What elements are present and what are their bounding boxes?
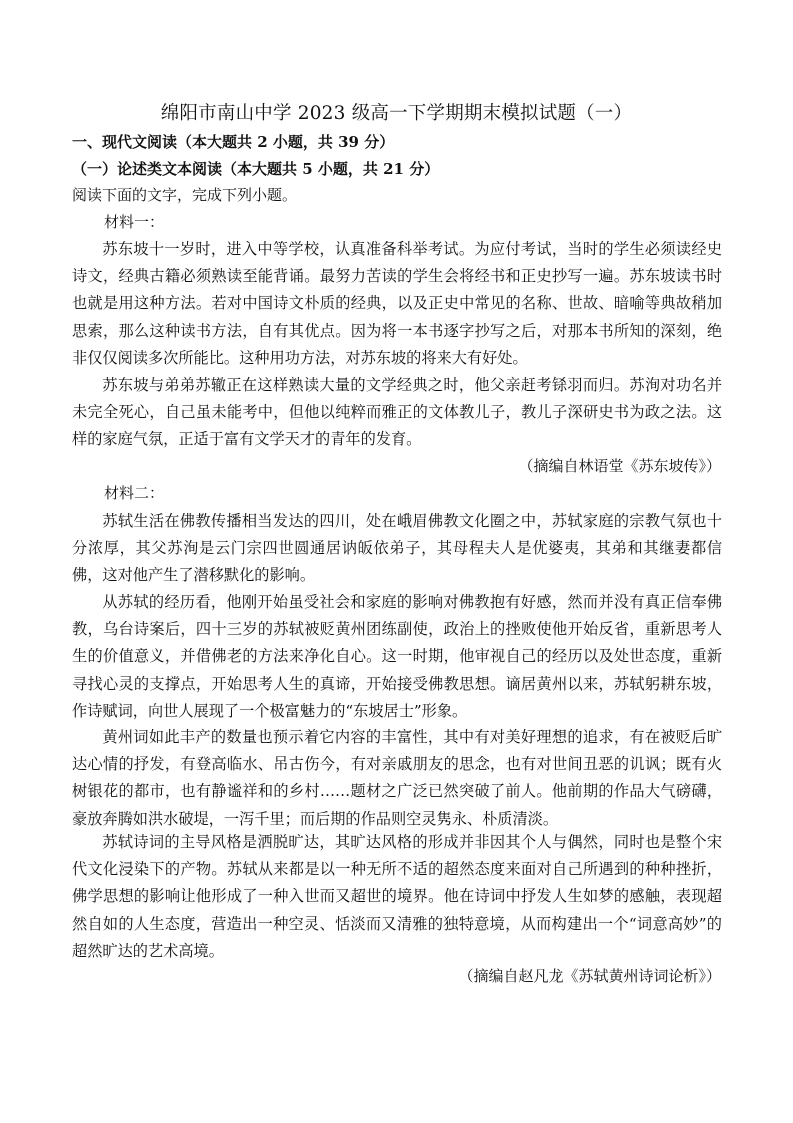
- material1-paragraph: 苏东坡与弟弟苏辙正在这样熟读大量的文学经典之时，他父亲赶考铩羽而归。苏洵对功名并未完全死心，自己虽未能考中，但他以纯粹而雅正的文体教儿子，教儿子深研史书为政之法。这样的家庭气氛，正适于富有文学天才的青年的发育。: [72, 376, 722, 449]
- material1-paragraph: 苏东坡十一岁时，进入中等学校，认真准备科举考试。为应付考试，当时的学生必须读经史诗文，经典古籍必须熟读至能背诵。最努力苦读的学生会将经书和正史抄写一遍。苏东坡读书时也就是用这种方法。若对中国诗文朴质的经典，以及正史中常见的名称、世故、暗喻等典故稍加思索，那么这种读书方法，自有其优点。因为将一本书逐字抄写之后，对那本书所知的深刻，绝非仅仅阅读多次所能比。这种用功方法，对苏东坡的将来大有好处。: [72, 240, 722, 367]
- material2-label: 材料二：: [104, 484, 165, 502]
- material2-paragraph: 从苏轼的经历看，他刚开始虽受社会和家庭的影响对佛教抱有好感，然而并没有真正信奉佛教，乌台诗案后，四十三岁的苏轼被贬黄州团练副使，政治上的挫败使他开始反省，重新思考人生的价值意义，并借佛老的方法来净化自心。这一时期，他审视自己的经历以及处世态度，重新寻找心灵的支撑点，开始思考人生的真谛，开始接受佛教思想。谪居黄州以来，苏轼躬耕东坡，作诗赋词，向世人展现了一个极富魅力的“东坡居士”形象。: [72, 593, 722, 720]
- material2-paragraph: 黄州词如此丰产的数量也预示着它内容的丰富性，其中有对美好理想的追求，有在被贬后旷达心情的抒发，有登高临水、吊古伤今，有对亲戚朋友的思念，也有对世间丑恶的讥讽；既有火树银花的都市，也有静谧祥和的乡村……题材之广泛已然突破了前人。他前期的作品大气磅礴，豪放奔腾如洪水破堤，一泻千里；而后期的作品则空灵隽永、朴质清淡。: [72, 728, 722, 828]
- reading-instruction: 阅读下面的文字，完成下列小题。: [72, 186, 298, 204]
- material2-source: （摘编自赵凡龙《苏轼黄州诗词论析》）: [458, 967, 721, 985]
- material2-paragraph: 苏轼生活在佛教传播相当发达的四川，处在峨眉佛教文化圈之中，苏轼家庭的宗教气氛也十分浓厚，其父苏洵是云门宗四世圆通居讷皈依弟子，其母程夫人是优婆夷，其弟和其继妻都信佛，这对他产生了潜移默化的影响。: [72, 512, 722, 585]
- exam-title: 绵阳市南山中学 2023 级高一下学期期末模拟试题（一）: [160, 103, 633, 124]
- material1-source: （摘编自林语堂《苏东坡传》）: [518, 457, 721, 475]
- material1-label: 材料一：: [104, 213, 165, 231]
- section-heading: 一、现代文阅读（本大题共 2 小题，共 39 分）: [72, 133, 395, 151]
- subsection-heading: （一）论述类文本阅读（本大题共 5 小题，共 21 分）: [72, 160, 440, 178]
- material2-paragraph: 苏轼诗词的主导风格是洒脱旷达，其旷达风格的形成并非因其个人与偶然，同时也是整个宋代文化浸染下的产物。苏轼从来都是以一种无所不适的超然态度来面对自己所遇到的种种挫折，佛学思想的影响让他形成了一种入世而又超世的境界。他在诗词中抒发人生如梦的感触，表现超然自如的人生态度，营造出一种空灵、恬淡而又清雅的独特意境，从而构建出一个“词意高妙”的超然旷达的艺术高境。: [72, 833, 722, 960]
